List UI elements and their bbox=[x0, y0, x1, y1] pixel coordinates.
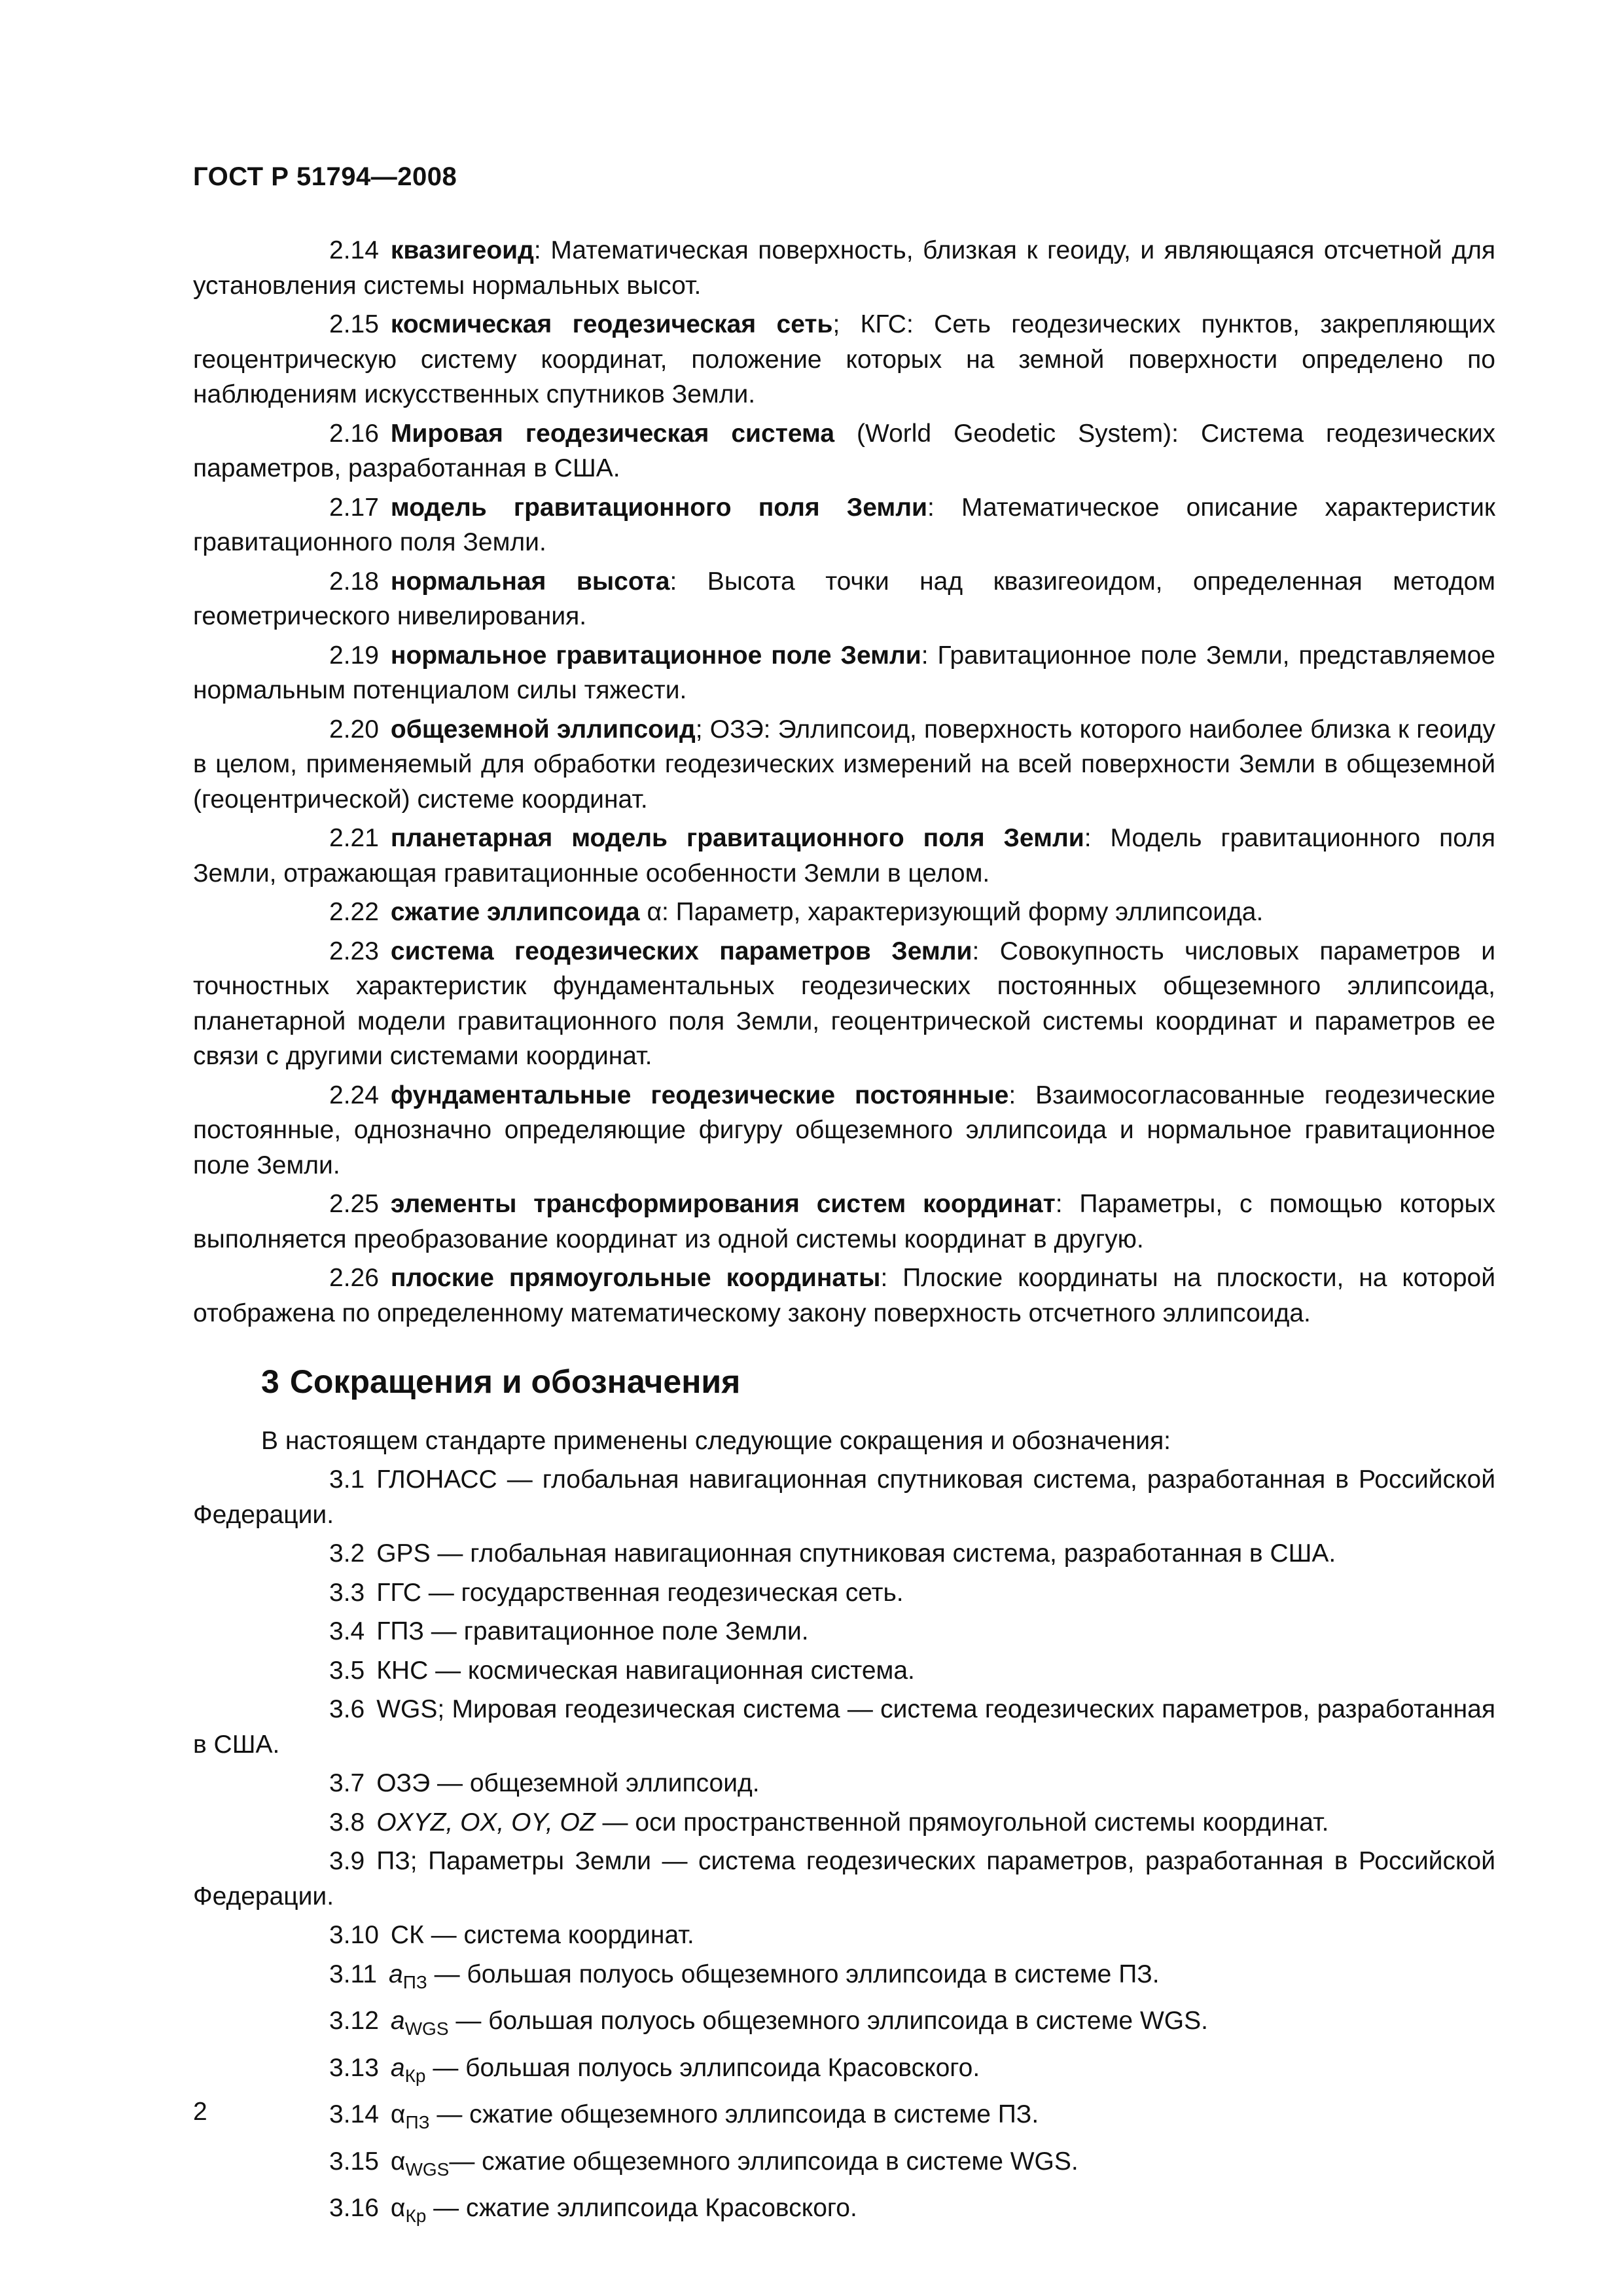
abbreviation-entry bbox=[193, 2144, 1495, 2187]
term-entry bbox=[193, 638, 1495, 708]
abbreviation-text: GPS — глобальная навигационная спутниковая система, разработанная в США. bbox=[376, 1539, 1336, 1568]
abbreviation-entry bbox=[193, 1805, 1495, 1840]
term-name: сжатие эллипсоида bbox=[390, 898, 640, 926]
term-entry bbox=[193, 564, 1495, 634]
term-number: 2.14 bbox=[329, 236, 379, 264]
abbreviation-number: 3.16 bbox=[329, 2194, 379, 2222]
term-number: 2.19 bbox=[329, 641, 379, 670]
terms-list bbox=[193, 233, 1495, 1331]
term-entry bbox=[193, 712, 1495, 817]
abbreviation-text: СК — система координат. bbox=[390, 1921, 694, 1949]
abbreviation-text: ОЗЭ — общеземной эллипсоид. bbox=[376, 1769, 760, 1797]
section-intro: В настоящем стандарте применены следующие сокращения и обозначения: bbox=[261, 1426, 1171, 1455]
term-name: модель гравитационного поля Земли bbox=[390, 493, 928, 522]
term-definition: : Плоские координаты на плоскости, на которой отображена по определенному математическому закону поверхность отсчетного эллипсоида. bbox=[193, 1264, 1495, 1327]
abbreviation-text: — оси пространственной прямоугольной системы координат. bbox=[595, 1808, 1329, 1837]
abbreviation-entry bbox=[193, 1536, 1495, 1571]
term-number: 2.23 bbox=[329, 937, 379, 965]
term-number: 2.22 bbox=[329, 898, 379, 926]
term-name: планетарная модель гравитационного поля Земли bbox=[390, 824, 1084, 852]
term-english: (World Geodetic System) bbox=[834, 419, 1172, 448]
math-subscript: ПЗ bbox=[402, 1971, 427, 1992]
term-abbreviation: ; ОЗЭ bbox=[695, 715, 764, 744]
term-name: элементы трансформирования систем координат bbox=[390, 1190, 1056, 1218]
math-symbol: a bbox=[390, 2007, 405, 2035]
abbreviation-text: WGS; Мировая геодезическая система — система геодезических параметров, разработанная в США. bbox=[193, 1695, 1495, 1759]
abbreviation-number: 3.4 bbox=[329, 1617, 365, 1645]
abbreviation-entry bbox=[193, 2003, 1495, 2047]
abbreviation-number: 3.10 bbox=[329, 1921, 379, 1949]
term-number: 2.25 bbox=[329, 1190, 379, 1218]
abbreviation-number: 3.8 bbox=[329, 1808, 365, 1837]
term-number: 2.17 bbox=[329, 493, 379, 522]
term-entry bbox=[193, 1187, 1495, 1257]
math-symbol: α bbox=[390, 2147, 406, 2176]
term-entry bbox=[193, 895, 1495, 930]
abbreviation-entry bbox=[193, 1575, 1495, 1611]
abbreviation-text: КНС — космическая навигационная система. bbox=[376, 1656, 915, 1685]
term-definition: : Взаимосогласованные геодезические постоянные, однозначно определяющие фигуру общеземного эллипсоида и нормальное гравитационное поле Земли. bbox=[193, 1081, 1495, 1179]
term-name: система геодезических параметров Земли bbox=[390, 937, 972, 965]
abbreviation-entry bbox=[193, 2051, 1495, 2094]
abbreviation-number: 3.2 bbox=[329, 1539, 365, 1568]
term-number: 2.18 bbox=[329, 567, 379, 596]
term-number: 2.20 bbox=[329, 715, 379, 744]
abbreviation-entry bbox=[193, 1957, 1495, 2000]
term-definition: : Математическая поверхность, близкая к геоиду, и являющаяся отсчетной для установления системы нормальных высот. bbox=[193, 236, 1495, 300]
term-name: общеземной эллипсоид bbox=[390, 715, 696, 744]
math-subscript: WGS bbox=[405, 2159, 450, 2179]
abbreviation-number: 3.7 bbox=[329, 1769, 365, 1797]
abbreviation-entry bbox=[193, 1766, 1495, 1801]
abbreviation-entry bbox=[193, 1692, 1495, 1762]
math-subscript: Кр bbox=[404, 2065, 426, 2086]
abbreviation-text: — большая полуось общеземного эллипсоида в системе ПЗ. bbox=[427, 1960, 1160, 1988]
term-number: 2.16 bbox=[329, 419, 379, 448]
abbreviation-entry bbox=[193, 1918, 1495, 1953]
abbreviation-text: — сжатие эллипсоида Красовского. bbox=[426, 2194, 857, 2222]
term-number: 2.24 bbox=[329, 1081, 379, 1109]
term-definition: : Параметры, с помощью которых выполняется преобразование координат из одной системы координат в другую. bbox=[193, 1190, 1495, 1253]
term-name: нормальная высота bbox=[390, 567, 670, 596]
abbreviation-number: 3.6 bbox=[329, 1695, 365, 1723]
abbreviation-text: — сжатие общеземного эллипсоида в системе ПЗ. bbox=[429, 2100, 1039, 2128]
abbreviation-number: 3.15 bbox=[329, 2147, 379, 2176]
abbreviation-entry bbox=[193, 1653, 1495, 1689]
abbreviation-entry bbox=[193, 2191, 1495, 2234]
math-subscript: ПЗ bbox=[405, 2112, 430, 2132]
section-heading bbox=[261, 1365, 1495, 1400]
term-entry bbox=[193, 1078, 1495, 1183]
term-name: нормальное гравитационное поле Земли bbox=[390, 641, 921, 670]
abbreviation-number: 3.14 bbox=[329, 2100, 379, 2128]
abbreviation-text: ГГС — государственная геодезическая сеть. bbox=[376, 1578, 904, 1607]
term-definition: : Параметр, характеризующий форму эллипсоида. bbox=[662, 898, 1264, 926]
math-symbol: α bbox=[390, 2100, 406, 2128]
abbreviation-number: 3.1 bbox=[329, 1465, 365, 1494]
term-definition: : Гравитационное поле Земли, представляемое нормальным потенциалом силы тяжести. bbox=[193, 641, 1495, 704]
math-subscript: Кр bbox=[405, 2206, 427, 2226]
abbreviation-number: 3.13 bbox=[329, 2053, 379, 2082]
abbreviation-number: 3.11 bbox=[329, 1960, 378, 1988]
abbreviation-number: 3.5 bbox=[329, 1656, 365, 1685]
abbreviation-text: — большая полуось общеземного эллипсоида в системе WGS. bbox=[448, 2007, 1208, 2035]
term-name: Мировая геодезическая система bbox=[390, 419, 835, 448]
term-number: 2.21 bbox=[329, 824, 379, 852]
abbreviation-entry bbox=[193, 1844, 1495, 1914]
term-definition: : Совокупность числовых параметров и точностных характеристик фундаментальных геодезических постоянных общеземного эллипсоида, планетарной модели гравитационного поля Земли, геоцентрической системы координат и параметров ее связи с другими системами координат. bbox=[193, 937, 1495, 1070]
abbreviation-number: 3.9 bbox=[329, 1847, 365, 1875]
abbreviation-number: 3.3 bbox=[329, 1578, 365, 1607]
term-number: 2.15 bbox=[329, 310, 379, 338]
term-definition: : Модель гравитационного поля Земли, отражающая гравитационные особенности Земли в целом. bbox=[193, 824, 1495, 888]
term-entry bbox=[193, 1261, 1495, 1331]
document-body bbox=[193, 233, 1495, 2238]
term-entry bbox=[193, 934, 1495, 1074]
abbreviations-list bbox=[193, 1462, 1495, 2234]
abbreviation-entry bbox=[193, 1462, 1495, 1532]
abbreviation-text: ГПЗ — гравитационное поле Земли. bbox=[376, 1617, 809, 1645]
term-definition: : Эллипсоид, поверхность которого наиболее близка к геоиду в целом, применяемый для обработки геодезических измерений на всей поверхности Земли в общеземной (геоцентрической) системе координат. bbox=[193, 715, 1495, 814]
term-name: космическая геодезическая сеть bbox=[390, 310, 833, 338]
abbreviation-text: ГЛОНАСС — глобальная навигационная спутниковая система, разработанная в Российской Федерации. bbox=[193, 1465, 1495, 1529]
abbreviation-entry bbox=[193, 1614, 1495, 1649]
section-title: Сокращения и обозначения bbox=[289, 1363, 741, 1400]
term-entry bbox=[193, 307, 1495, 412]
abbreviation-text: ПЗ; Параметры Земли — система геодезических параметров, разработанная в Российской Федерации. bbox=[193, 1847, 1495, 1910]
term-entry bbox=[193, 416, 1495, 486]
term-definition: : Математическое описание характеристик гравитационного поля Земли. bbox=[193, 493, 1495, 556]
section-number: 3 bbox=[261, 1363, 279, 1400]
term-entry bbox=[193, 233, 1495, 303]
term-definition: : Система геодезических параметров, разработанная в США. bbox=[193, 419, 1495, 482]
math-symbol: a bbox=[390, 2053, 405, 2082]
axis-symbols: OXYZ, OX, OY, OZ bbox=[376, 1808, 596, 1837]
term-entry bbox=[193, 490, 1495, 560]
term-definition: : Сеть геодезических пунктов, закрепляющих геоцентрическую систему координат, положение которых на земной поверхности определено по наблюдениям искусственных спутников Земли. bbox=[193, 310, 1496, 408]
term-number: 2.26 bbox=[329, 1264, 379, 1292]
page-number: 2 bbox=[193, 2098, 207, 2126]
term-name: фундаментальные геодезические постоянные bbox=[390, 1081, 1009, 1109]
term-name: плоские прямоугольные координаты bbox=[390, 1264, 881, 1292]
abbreviation-text: — сжатие общеземного эллипсоида в системе WGS. bbox=[449, 2147, 1079, 2176]
term-english: α bbox=[639, 898, 662, 926]
term-abbreviation: ; КГС bbox=[832, 310, 906, 338]
abbreviation-entry bbox=[193, 2097, 1495, 2140]
math-symbol: a bbox=[389, 1960, 403, 1988]
math-symbol: α bbox=[390, 2194, 406, 2222]
term-name: квазигеоид bbox=[390, 236, 534, 264]
term-definition: : Высота точки над квазигеоидом, определенная методом геометрического нивелирования. bbox=[193, 567, 1495, 630]
math-subscript: WGS bbox=[404, 2018, 449, 2039]
abbreviation-number: 3.12 bbox=[329, 2007, 379, 2035]
document-header: ГОСТ Р 51794—2008 bbox=[193, 162, 457, 191]
abbreviation-text: — большая полуось эллипсоида Красовского. bbox=[425, 2053, 980, 2082]
term-entry bbox=[193, 821, 1495, 891]
